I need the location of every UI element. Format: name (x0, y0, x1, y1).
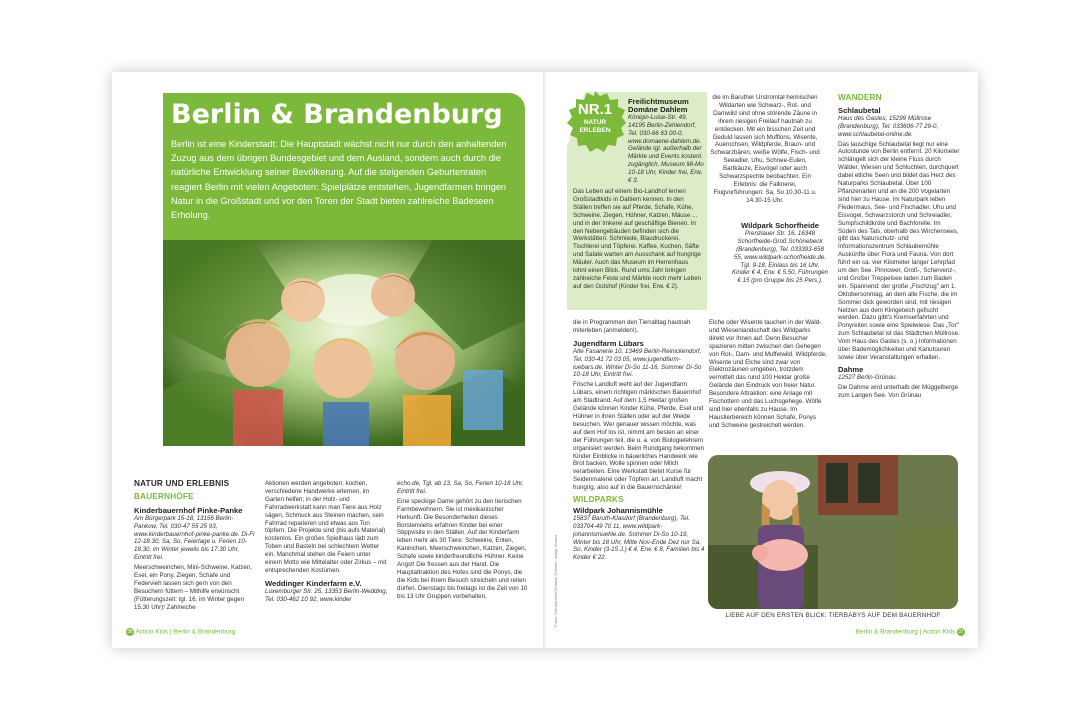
section-heading-natur: NATUR UND ERLEBNIS (134, 479, 230, 488)
entry-address: 12527 Berlin-Grünau. (838, 373, 898, 381)
entry-title-schorfheide: Wildpark Schorfheide (741, 221, 819, 230)
entry-title-dahlem: Freilichtmuseum Domäne Dahlem (628, 97, 689, 114)
entry-address: Alte Fasanerie 10, 13469 Berlin-Reinickendorf, Tel. 030-41 72 03 05, www.jugendfarm-luebars.de. Winter Di-So 11-16, Sommer Di-So 10-18 Uhr, Eintritt frei. (573, 347, 702, 379)
entry-title-johannismuehle: Wildpark Johannismühle (573, 505, 663, 515)
kids-circle-photo (163, 240, 525, 446)
schorfheide-entry (732, 222, 828, 287)
subsection-bauernhoefe: BAUERNHÖFE (134, 491, 194, 501)
magazine-spread (112, 72, 978, 648)
entry-address: echo.de, Tgl. ab 13, Sa, So, Ferien 10-18 Uhr, Eintritt frei. (397, 480, 524, 495)
girl-piglet-photo (708, 455, 958, 609)
footer-text: Action Kids | Berlin & Brandenburg (135, 628, 236, 636)
entry-title-dahme: Dahme (838, 364, 864, 374)
entry-title-luebars: Jugendfarm Lübars (573, 338, 644, 348)
right-col-1 (573, 319, 705, 564)
page-number: 36 (127, 629, 133, 635)
nr1-badge (563, 90, 627, 154)
right-col-3 (838, 94, 960, 402)
entry-title-pinke-panke: Kinderbauernhof Pinke-Panke (134, 505, 243, 515)
spine-shadow (543, 72, 547, 648)
entry-address: Königin-Luise-Str. 49, 14195 Berlin-Zehlendorf, Tel. 030-66 63 00-0, www.domaene-dahlem.de. Gelände tgl. außerhalb der Märkte und Events kostenl. zugänglich, Museum Mi-Mo 10-18 Uhr, Kinder frei, Erw. € 3. (628, 113, 704, 185)
page-title: Berlin & Brandenburg (171, 99, 503, 130)
right-col-2 (709, 319, 827, 432)
col-text: Frische Landluft weht auf der Jugendfarm Lübars, einem richtigen märkischen Bauernhof am Stadtrand. Auf dem 1,5 Hektar großen Gelände können Kinder Kühe, Pferde, Esel und Hühner in ihren Ställen oder auf der Weide besuchen. Wer genauer wissen möchte, was auf dem Hof los ist, nimmt am besten an einer der Führungen teil, die u. a. von Biologielehrern organisiert werden. Beim Rundgang bekommen Kinder Einblicke in bäuerliches Handwerk wie Brot backen, Wolle spinnen oder Milch verarbeiten. Eine Werkstatt bietet Kurse für Seidenmalerei oder Töpfern an. Landluft macht hungrig, also auf in die Bauernschänke! (573, 381, 705, 492)
left-col-1 (134, 480, 256, 614)
badge-line2: NATUR (583, 119, 607, 126)
col-text: Aktionen werden angeboten: kochen, verschiedene Handwerke erlernen, im Garten helfen; in der Holz- und Fahrradwerkstatt kann man Tiere aus Holz sägen, Schmuck aus Steinen machen, sein Fahrrad reparieren und etwas aus Ton töpfern. Die Projekte sind (bis aufs Material) kostenlos. Ein großes Spielhaus lädt zum Toben und Basteln bei schlechtem Wetter ein. Manchmal stehen die Feiern unter einem Motto wie Mittelalter oder Zirkus – mit entsprechenden Kostümen. (265, 480, 387, 574)
box-body (573, 188, 703, 293)
entry-title-schlaubetal: Schlaubetal (838, 105, 881, 115)
box-text: Das Leben auf einem Bio-Landhof lernen Großstadtkids in Dahlem kennen. In den Ställen treffen sie auf Pferde, Schafe, Kühe, Schweine, Ziegen, Hühner, Katzen, Mäuse ... und in der Imkerei auf geschäftige Bienen. In den Nebengebäuden befinden sich die Werkstätten: Schmiede, Blaudruckerei, Tischlerei und Töpferei. Kaffee, Kuchen, Säfte und Salate warten am Ausschank auf hungrige Mäuler. Auch das Museum im Herrenhaus lohnt einen Blick. Rund ums Jahr bringen zahlreiche Feste und Märkte noch mehr Leben auf den Gutshof (Kinder frei, Erw. € 2). (573, 188, 701, 290)
right-col-2-top (709, 94, 821, 207)
left-footer (126, 628, 235, 636)
photo-credit: Fotos: iStockphoto/Christian Schwier; Image Source (553, 534, 558, 627)
subsection-wandern: WANDERN (838, 93, 882, 102)
entry-address: Haus des Gastes, 15299 Müllrose (Brandenburg), Tel. 033606-77 29-0, www.schlaubetal-online.de. (838, 114, 939, 138)
entry-title-weddinger: Weddinger Kinderfarm e.V. (265, 578, 362, 588)
page-number: 37 (958, 629, 964, 635)
entry-address: Prenzlauer Str. 16, 16348 Schorfheide-Groß Schönebeck (Brandenburg), Tel. 033393-658 55, www.wildpark-schorfheide.de. Tgl. 9-18, Einlass bis 16 Uhr, Kinder € 4, Erw. € 5.50, Führungen € 15 (pro Gruppe bis 25 Pers.). (732, 229, 828, 285)
footer-text: Berlin & Brandenburg | Action Kids (855, 628, 956, 636)
left-col-2 (265, 480, 389, 606)
badge-number: NR.1 (577, 101, 613, 118)
col-text: die im Baruther Urstromtal heimischen Wildarten wie Schwarz-, Rot- und Damwild sind ohne störende Zäune in ihrem riesigen Freilauf hautnah zu entdecken. Mit ein bisschen Zeit und Geduld lassen sich Mufflons, Wisente, Auerochsen, Wildpferde, Braun- und Schwarzbären, weiße Wölfe, Fisch- und Seeadler, Uhu, Schnee-Eulen, Bartkäuze, Eisvögel oder auch Schwarzspechte beobachten. Ein Erlebnis: die Falknerei, Flugvorführungen: Sa, So 10.30-11 u. 14.30-15 Uhr. (710, 94, 820, 204)
subsection-wildparks: WILDPARKS (573, 495, 624, 505)
col-text: Eine speckige Dame gehört zu den tierischen Farmbewohnern. Sie ist mexikanischer Herkunft. Die Besonderheiten dieses Borstenviehs erfahren Kinder bei einer Stippvisite in den Ställen. Auf der Kinderfarm leben mehr als 30 Tiere: Schweine, Enten, Kaninchen, Meerschweinchen, Katzen, Ziegen, Schafe sowie kinderfreundliche Hühner. Keine Angst! Die fressen aus der Hand. Die Hauptattraktion des Hofes sind die Ponys, die die Kids bei ihrem Besuch streicheln und reiten dürfen. Dienstags bis freitags ist die Zeit von 10 bis 13 Uhr Gruppen vorbehalten, (397, 497, 528, 600)
box-header (628, 98, 704, 187)
title-box (163, 93, 525, 240)
col-text: Elche oder Wisente tauchen in der Wald- und Wiesenlandschaft des Wildparks direkt vor Ihnen auf. Denn Besucher spazieren mitten zwischen den Gehegen von Rot-, Dam- und Muffelwild. Wildpferde, Wisente und Elche sind zwar von Elektrozäunen umgeben, trotzdem vermittelt das rund 100 Hektar große Gelände den Eindruck von freier Natur. Besondere Attraktion: eine Anlage mit Fischottern und das Luchsgehege. Wölfe sind hier ebenfalls zu Hause. Im Haustierbereich können Schafe, Ponys und Schweine gestreichelt werden. (709, 319, 827, 429)
col-text: die in Programmen den Tierralltag hautnah miterleben (anmelden!). (573, 319, 691, 334)
col-text: Die Dahme wird unterhalb der Müggelberge zum Langen See. Von Grünau (838, 383, 959, 399)
right-footer (847, 628, 965, 636)
col-text: Das lauschige Schlaubetal liegt nur eine Autostunde von Berlin entfernt. 20 Kilometer schlängelt sich der kleine Fluss durch Wälder, Wiesen und Schluchten, durchquert dabei etliche Seen und bildet das Herz des Naturparks Schlaubetal. Über 100 Pflanzenarten und an die 200 Vogelarten sind hier zu Hause. Im Naturpark leben Fledermaus, See- und Fischadler, Uhu und Eisvogel, Schwarzstorch und Schreiadler, Sumpfschildkröte und Bachforelle. Im Süden des Tals, oberhalb des Wirchensees, gibt das Naturschutz- und Informationszentrum Schlaubemühle Auskünfte über Flora und Fauna. Von dort führt ein ca. vier Kilometer langer Lehrpfad um den See. Pinnower, Groß-, Schervenz-, und Großer Treppelsee laden zum Baden ein. Spannend: der große „Fischzug" am 1. Oktobersonntag, an dem alle Fische, die im Sommer dick geworden sind, mit riesigen Netzen aus dem Klingeteich gefischt werden. Dazu gibt's Kremserfahrten und Ponyreiten sowie eine Spielwiese. Das „Tor" zum Schlaubetal ist das Städtchen Müllrose. Vom Haus des Gastes (s. o.) Informationen über Bademöglichkeiten und Kanutouren sowie über Veranstaltungen erhalten. (838, 140, 960, 361)
entry-address: Luxemburger Str. 25, 13353 Berlin-Wedding, Tel. 030-462 10 92, www.kinder (265, 587, 388, 603)
photo-caption: LIEBE AUF DEN ERSTEN BLICK: TIERBABYS AUF DEM BAUERNHOF (725, 612, 941, 619)
left-col-3 (397, 480, 529, 603)
entry-address: Am Bürgerpark 15-18, 13156 Berlin-Pankow, Tel. 030-47 55 25 93, www.kinderbauernhof-pinke-panke.de. Di-Fr 12-18.30, Sa, So, Feiertage u. Ferien 10-18.30, im Winter jeweils bis 17.30 Uhr, Eintritt frei. (134, 514, 256, 562)
intro-text: Berlin ist eine Kinderstadt: Die Hauptstadt wächst nicht nur durch den anhaltenden Zuzug aus dem übrigen Bundesgebiet und dem Ausland, sondern auch durch die natürliche Entwicklung seiner Bevölkerung. Auf die steigenden Geburtenraten reagiert Berlin mit vielen Angeboten: Spielplätze entstehen, Jugendfarmen bringen Natur in die Großstadt und vor den Toren der Stadt bieten zahlreiche Badeseen Erholung. (171, 139, 507, 221)
entry-text: Meerschweinchen, Mini-Schweine, Katzen, Esel, ein Pony, Ziegen, Schafe und Federvieh lassen sich gern von den Besuchern füttern – Mithilfe erwünscht (Fütterungszeit: tgl. 16, im Winter gegen 15.30 Uhr)! Zahlreiche (134, 564, 252, 611)
entry-address: 15837 Baruth-Klasdorf (Brandenburg), Tel. 033704-49 70 11, www.wildpark-johannismuehle.de. Sommer Di-So 10-19, Winter bis 18 Uhr, Mitte Nov-Ende Dez nur Sa, So, Kinder (3-15 J.) € 4, Erw. € 8, Familien bis 4 Kinder € 22. (573, 514, 705, 562)
badge-line3: ERLEBEN (579, 127, 611, 134)
